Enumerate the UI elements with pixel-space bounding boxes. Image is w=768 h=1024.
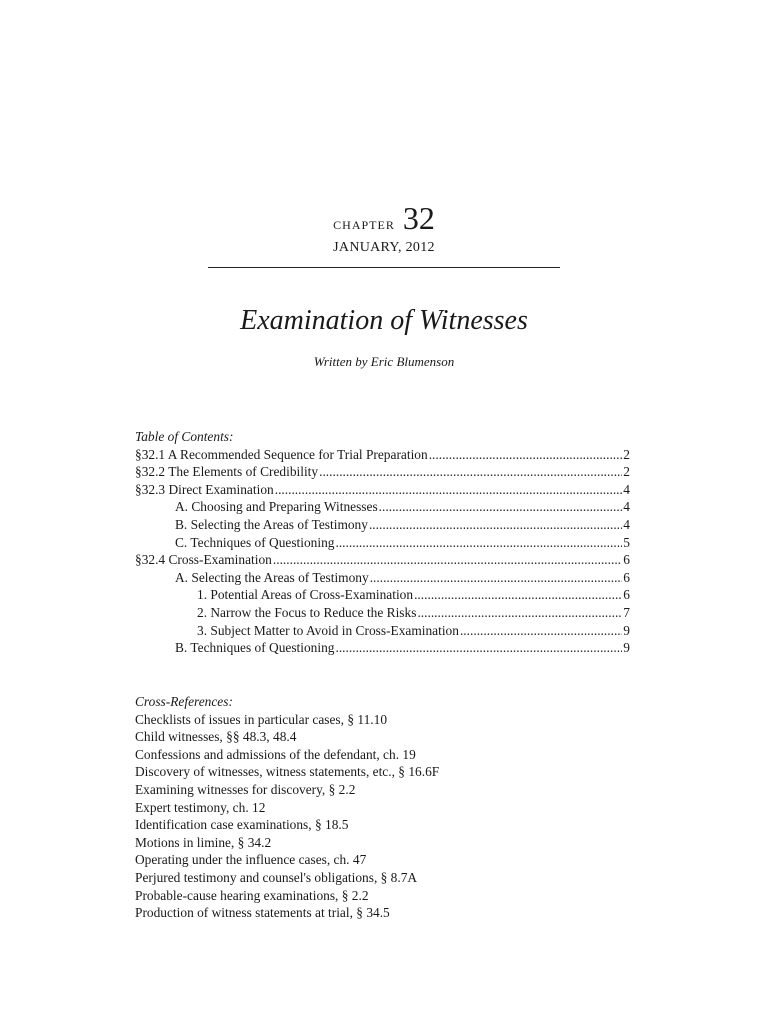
cross-references xyxy=(135,693,630,922)
title-divider xyxy=(208,267,560,268)
toc-entry xyxy=(135,534,630,552)
toc-leader-dots xyxy=(460,622,622,640)
toc-entry-page: 6 xyxy=(623,552,630,568)
toc-entry xyxy=(135,481,630,499)
toc-entry xyxy=(135,639,630,657)
toc-leader-dots xyxy=(379,498,623,516)
toc-entry-label: A. Choosing and Preparing Witnesses xyxy=(175,499,378,515)
toc-leader-dots xyxy=(273,551,622,569)
toc-entry-page: 2 xyxy=(623,446,630,462)
toc-leader-dots xyxy=(319,463,622,481)
author-byline: Written by Eric Blumenson xyxy=(313,354,455,369)
cross-reference-item: Probable-cause hearing examinations, § 2.2 xyxy=(135,887,369,903)
toc-leader-dots xyxy=(275,481,623,499)
chapter-date: JANUARY, 2012 xyxy=(333,240,435,255)
cross-reference-item: Expert testimony, ch. 12 xyxy=(135,799,266,815)
toc-entry-page: 4 xyxy=(623,499,630,515)
toc-entry-label: §32.4 Cross-Examination xyxy=(135,552,272,568)
toc-entry xyxy=(135,622,630,640)
toc-entry-page: 6 xyxy=(623,587,630,603)
chapter-title: Examination of Witnesses xyxy=(240,305,528,336)
cross-reference-item: Discovery of witnesses, witness statements, etc., § 16.6F xyxy=(135,764,440,780)
cross-reference-item: Confessions and admissions of the defendant, ch. 19 xyxy=(135,746,416,762)
cross-reference-item: Checklists of issues in particular cases, § 11.10 xyxy=(135,711,388,727)
toc-entry-label: 1. Potential Areas of Cross-Examination xyxy=(197,587,414,603)
chapter-word: chapter xyxy=(333,214,395,233)
toc-heading: Table of Contents: xyxy=(135,429,234,444)
cross-reference-item: Operating under the influence cases, ch. 47 xyxy=(135,852,367,868)
toc-entry-page: 9 xyxy=(623,622,630,638)
toc-entry-label: C. Techniques of Questioning xyxy=(175,534,335,550)
toc-leader-dots xyxy=(417,604,622,622)
toc-entry xyxy=(135,516,630,534)
toc-entry-label: §32.1 A Recommended Sequence for Trial Preparation xyxy=(135,446,428,462)
toc-entry-page: 7 xyxy=(623,604,630,620)
toc-entry-label: §32.2 The Elements of Credibility xyxy=(135,464,319,480)
cross-reference-item: Examining witnesses for discovery, § 2.2 xyxy=(135,781,356,797)
toc-entry xyxy=(135,586,630,604)
toc-list xyxy=(135,446,630,657)
toc-entry xyxy=(135,498,630,516)
toc-leader-dots xyxy=(335,534,622,552)
toc-entry-page: 2 xyxy=(623,464,630,480)
chapter-heading xyxy=(0,198,768,245)
toc-entry-label: 2. Narrow the Focus to Reduce the Risks xyxy=(197,604,417,620)
toc-leader-dots xyxy=(335,639,622,657)
toc-entry xyxy=(135,463,630,481)
toc-entry xyxy=(135,446,630,464)
cross-reference-item: Identification case examinations, § 18.5 xyxy=(135,817,349,833)
toc-entry-page: 4 xyxy=(623,516,630,532)
toc-entry-page: 6 xyxy=(623,569,630,585)
toc-entry-page: 4 xyxy=(623,481,630,497)
toc-leader-dots xyxy=(369,516,622,534)
toc-entry-page: 5 xyxy=(623,534,630,550)
toc-entry-label: B. Techniques of Questioning xyxy=(175,640,335,656)
toc-entry xyxy=(135,604,630,622)
cross-reference-item: Child witnesses, §§ 48.3, 48.4 xyxy=(135,729,297,745)
toc-entry-label: A. Selecting the Areas of Testimony xyxy=(175,569,369,585)
cross-reference-item: Motions in limine, § 34.2 xyxy=(135,834,272,850)
toc-entry-label: B. Selecting the Areas of Testimony xyxy=(175,516,368,532)
cross-references-list xyxy=(135,711,630,922)
cross-reference-item: Production of witness statements at trial, § 34.5 xyxy=(135,905,390,921)
toc-leader-dots xyxy=(414,586,622,604)
toc-entry-label: §32.3 Direct Examination xyxy=(135,481,274,497)
toc-entry-label: 3. Subject Matter to Avoid in Cross-Examination xyxy=(197,622,459,638)
chapter-number: 32 xyxy=(402,200,435,236)
toc-leader-dots xyxy=(429,446,623,464)
toc-entry-page: 9 xyxy=(623,640,630,656)
cross-references-heading: Cross-References: xyxy=(135,694,233,709)
cross-reference-item: Perjured testimony and counsel's obligations, § 8.7A xyxy=(135,869,418,885)
toc-leader-dots xyxy=(370,569,623,587)
toc-entry xyxy=(135,569,630,587)
toc-entry xyxy=(135,551,630,569)
table-of-contents xyxy=(135,428,630,657)
